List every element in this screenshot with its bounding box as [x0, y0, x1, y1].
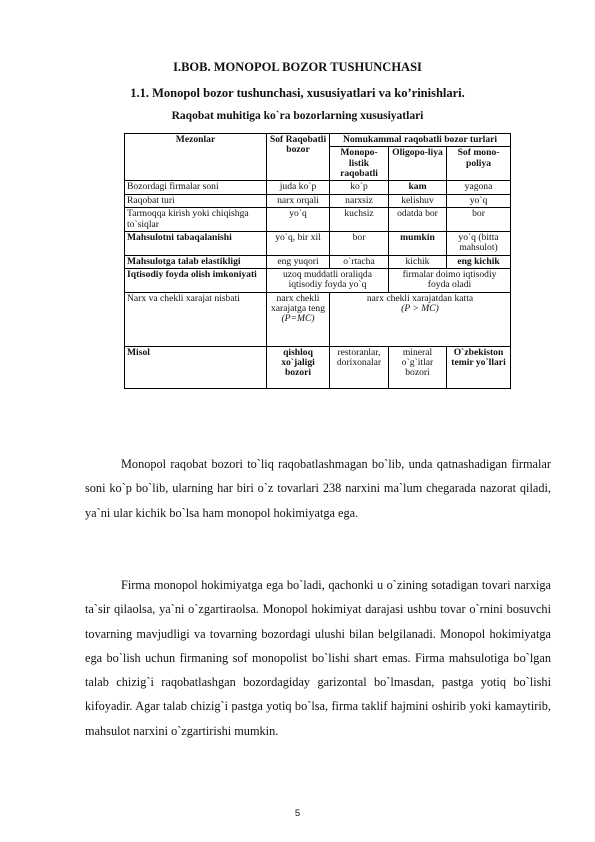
oligopoly-cell: mumkin [389, 231, 447, 255]
paragraph-text: Firma monopol hokimiyatga ega bo`ladi, qachonki u o`zining sotadigan tovari narxiga ta`sir qilaolsa, ya`ni o`zgartiraolsa. Monopol hokimiyat darajasi ushbu tovar o`rnini bosuvchi tovarning mavjudligi va tovarning bozordagi ulushi bilan belgilanadi. Monopol hokimiyatga ega bo`lish uchun firmaning sof monopolist bo`lishi shart emas. Firma mahsulotiga bo`lgan talab chizig`i raqobatlashgan bozordagiday garizontal bo`lmasdan, pastga yotiq bo`lishi kifoyadir. Agar talab chizig`i pastga yotiq bo`lsa, firma taklif hajmini oshirib yoki kamaytirib, mahsulot narxini o`zgartirishi mumkin. [85, 578, 551, 738]
perfect-cell [267, 292, 330, 346]
perfect-cell: juda ko`p [267, 181, 330, 194]
oligopoly-cell: kelishuv [389, 194, 447, 207]
oligopoly-cell: kichik [389, 255, 447, 268]
section-title: 1.1. Monopol bozor tushunchasi, xususiyatlari va ko’rinishlari. [130, 86, 465, 100]
header-monopoly: Sof mono-poliya [447, 147, 511, 181]
table-row [125, 194, 511, 207]
header-monopolistic: Monopo-listik raqobatli [330, 147, 389, 181]
table-row [125, 346, 511, 388]
criteria-cell: Mahsulotga talab elastikligi [125, 255, 267, 268]
right-span-cell [330, 292, 511, 346]
market-types-table [124, 133, 511, 389]
monopolistic-cell: narxsiz [330, 194, 389, 207]
paragraph [85, 452, 551, 525]
right-span-formula: (P > MC) [401, 303, 439, 315]
perfect-cell: yo`q [267, 208, 330, 232]
perfect-cell: qishloq xo`jaligi bozori [267, 346, 330, 388]
table-row [125, 255, 511, 268]
criteria-cell: Raqobat turi [125, 194, 267, 207]
header-criteria: Mezonlar [125, 134, 267, 181]
monopoly-cell: bor [447, 208, 511, 232]
criteria-cell: Tarmoqqa kirish yoki chiqishga to`siqlar [125, 208, 267, 232]
criteria-cell: Misol [125, 346, 267, 388]
monopolistic-cell: bor [330, 231, 389, 255]
right-span-text: narx chekli xarajatdan katta [366, 292, 474, 304]
right-span-cell: firmalar doimo iqtisodiy foyda oladi [389, 268, 511, 292]
oligopoly-cell: mineral o`g`itlar bozori [389, 346, 447, 388]
perfect-formula: (P=MC) [281, 313, 315, 325]
table-row [125, 231, 511, 255]
monopoly-cell: yagona [447, 181, 511, 194]
header-perfect: Sof Raqobatli bozor [267, 134, 330, 181]
perfect-cell: narx orqali [267, 194, 330, 207]
paragraph [85, 573, 551, 743]
monopolistic-cell: restoranlar, dorixonalar [330, 346, 389, 388]
header-imperfect: Nomukammal raqobatli bozor turlari [330, 134, 511, 147]
table-row [125, 268, 511, 292]
monopoly-cell: yo`q [447, 194, 511, 207]
criteria-cell: Mahsulotni tabaqalanishi [125, 231, 267, 255]
monopolistic-cell: o`rtacha [330, 255, 389, 268]
monopoly-cell: eng kichik [447, 255, 511, 268]
perfect-cell: yo`q, bir xil [267, 231, 330, 255]
table-title: Raqobat muhitiga ko`ra bozorlarning xususiyatlari [171, 110, 424, 122]
chapter-title: I.BOB. MONOPOL BOZOR TUSHUNCHASI [173, 60, 422, 74]
table-row [125, 208, 511, 232]
page-number: 5 [294, 808, 301, 819]
monopoly-cell: O`zbekiston temir yo`llari [447, 346, 511, 388]
paragraph-text: Monopol raqobat bozori to`liq raqobatlashmagan bo`lib, unda qatnashadigan firmalar soni ko`p bo`lib, ularning har biri o`z tovarlari 238 narxini ma`lum chegarada nazorat qiladi, ya`ni ular kichik bo`lsa ham monopol hokimiyatga ega. [85, 457, 551, 520]
monopoly-cell: yo`q (bitta mahsulot) [447, 231, 511, 255]
header-oligopoly: Oligopo-liya [389, 147, 447, 181]
monopolistic-cell: ko`p [330, 181, 389, 194]
criteria-cell: Narx va chekli xarajat nisbati [125, 292, 267, 346]
oligopoly-cell: odatda bor [389, 208, 447, 232]
perfect-text: narx chekli xarajatga teng [270, 292, 326, 315]
perfect-span-cell: uzoq muddatli oraliqda iqtisodiy foyda yo`q [267, 268, 389, 292]
monopolistic-cell: kuchsiz [330, 208, 389, 232]
table-row [125, 292, 511, 346]
table-row [125, 181, 511, 194]
criteria-cell: Iqtisodiy foyda olish imkoniyati [125, 268, 267, 292]
perfect-cell: eng yuqori [267, 255, 330, 268]
oligopoly-cell: kam [389, 181, 447, 194]
criteria-cell: Bozordagi firmalar soni [125, 181, 267, 194]
